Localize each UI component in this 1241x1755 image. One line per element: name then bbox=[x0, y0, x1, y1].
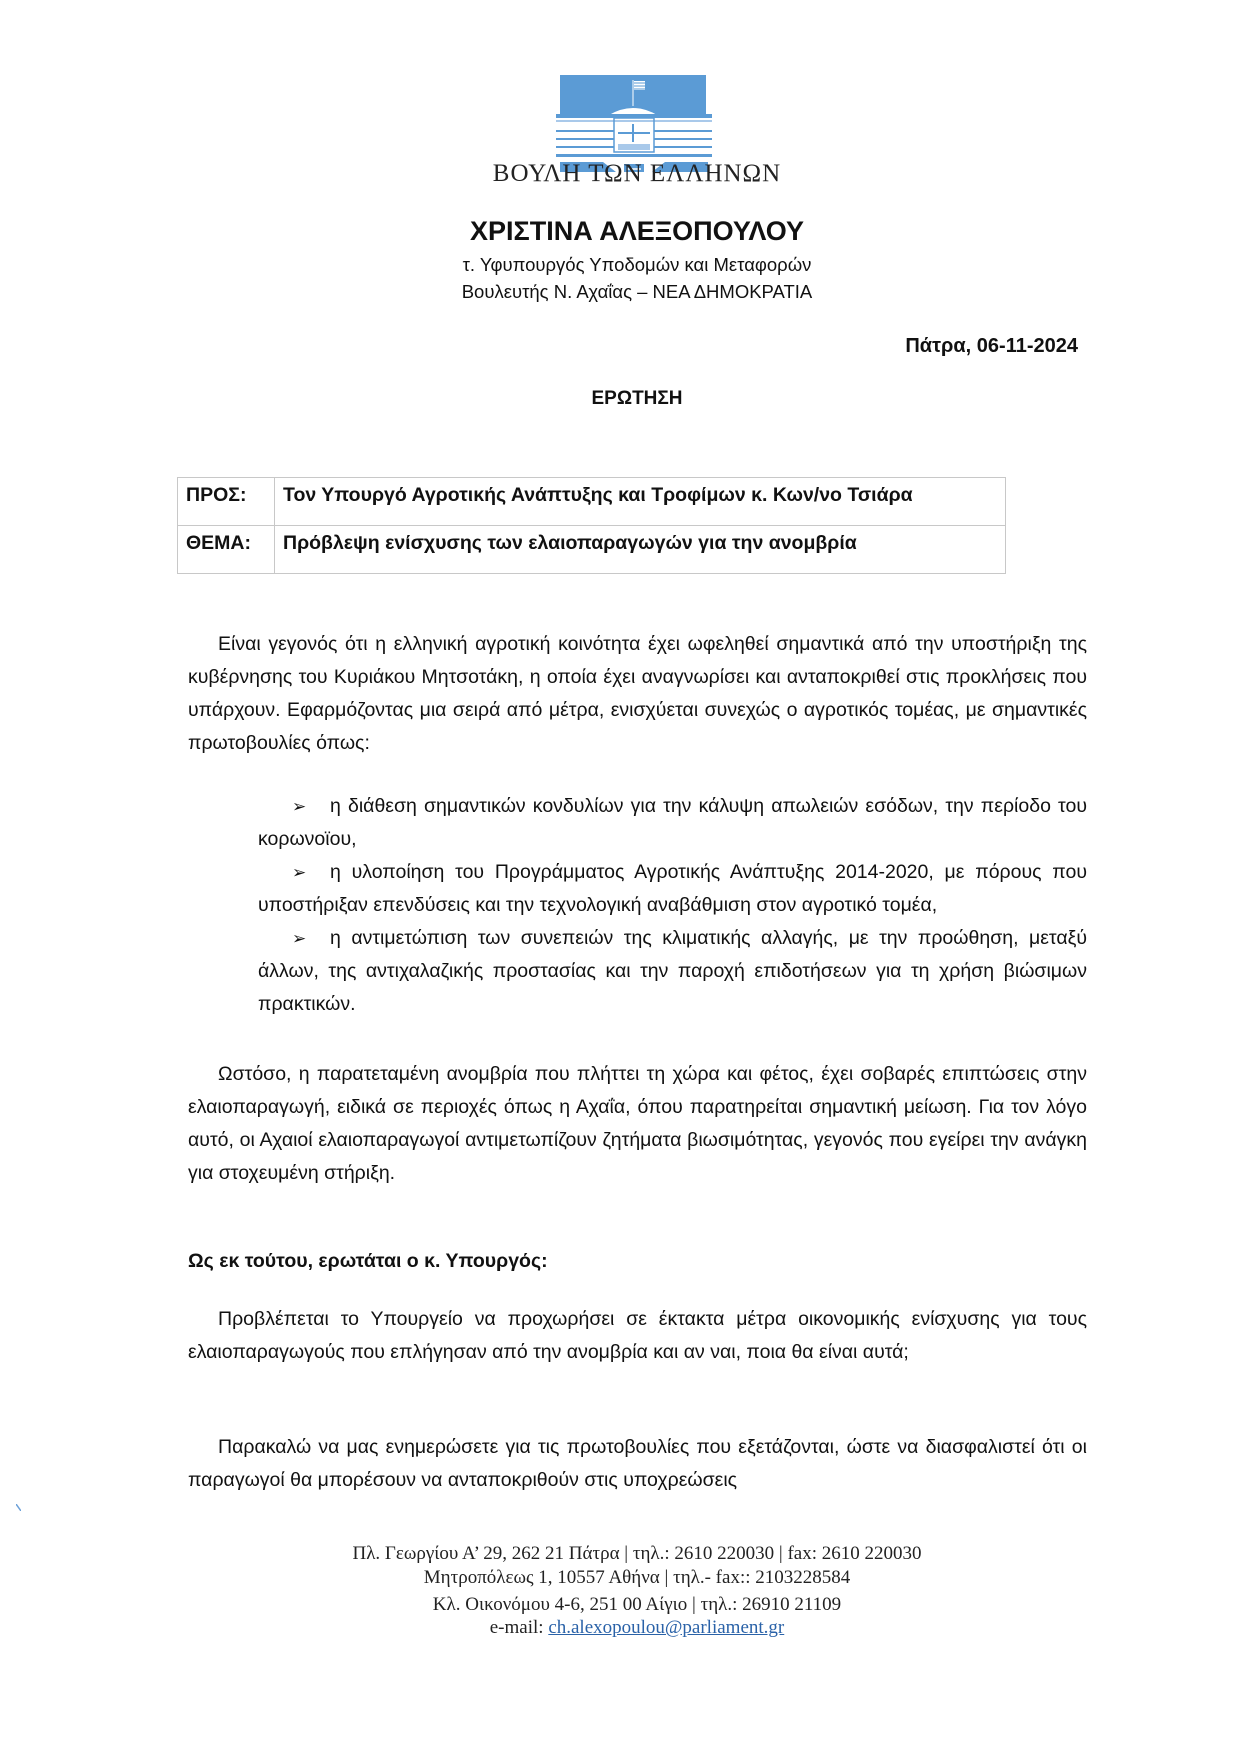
table-row-subject bbox=[178, 526, 1006, 574]
drought-text: Ωστόσο, η παρατεταμένη ανομβρία που πλήττει τη χώρα και φέτος, έχει σοβαρές επιπτώσεις στην ελαιοπαραγωγή, ειδικά σε περιοχές όπως η Αχαΐα, όπου παρατηρείται σημαντική μείωση. Για τον λόγο αυτό, οι Αχαιοί ελαιοπαραγωγοί αντιμετωπίζουν ζητήματα βιωσιμότητας, γεγονός που εγείρει την ανάγκη για στοχευμένη στήριξη. bbox=[188, 1063, 1087, 1184]
recipient-subject-table bbox=[177, 477, 1006, 574]
initiatives-list bbox=[258, 790, 1087, 1021]
arrowhead-bullet-icon: ➢ bbox=[292, 797, 307, 816]
document-date: Πάτρα, 06-11-2024 bbox=[905, 335, 1078, 357]
list-item bbox=[258, 790, 1087, 856]
question-paragraph bbox=[188, 1303, 1087, 1369]
list-item-text: η διάθεση σημαντικών κονδυλίων για την κάλυψη απωλειών εσόδων, την περίοδο του κορωνοϊου, bbox=[258, 795, 1087, 850]
closing-paragraph bbox=[188, 1431, 1087, 1497]
recipient-label: ΠΡΟΣ: bbox=[178, 478, 275, 526]
subject-value: Πρόβλεψη ενίσχυσης των ελαιοπαραγωγών για την ανομβρία bbox=[275, 526, 1006, 574]
mp-name: ΧΡΙΣΤΙΝΑ ΑΛΕΞΟΠΟΥΛΟΥ bbox=[470, 216, 804, 246]
closing-text: Παρακαλώ να μας ενημερώσετε για τις πρωτοβουλίες που εξετάζονται, ώστε να διασφαλιστεί ότι οι παραγωγοί θα μπορέσουν να ανταποκριθούν στις υποχρεώσεις bbox=[188, 1436, 1087, 1491]
arrowhead-bullet-icon: ➢ bbox=[292, 929, 307, 948]
document-type: ΕΡΩΤΗΣΗ bbox=[591, 388, 683, 409]
greek-flag-icon bbox=[634, 81, 645, 90]
table-row-recipient bbox=[178, 478, 1006, 526]
subject-label: ΘΕΜΑ: bbox=[178, 526, 275, 574]
drought-paragraph bbox=[188, 1058, 1087, 1190]
footer-address-athens: Μητροπόλεως 1, 10557 Αθήνα | τηλ.- fax:: 2103228584 bbox=[423, 1567, 851, 1588]
logo-windows bbox=[556, 118, 712, 152]
footer-address-aigio: Κλ. Οικονόμου 4-6, 251 00 Αίγιο | τηλ.: 26910 21109 bbox=[432, 1594, 842, 1615]
footer-email bbox=[200, 1617, 1074, 1639]
recipient-value: Τον Υπουργό Αγροτικής Ανάπτυξης και Τροφίμων κ. Κων/νο Τσιάρα bbox=[275, 478, 1006, 526]
list-item-text: η υλοποίηση του Προγράμματος Αγροτικής Ανάπτυξης 2014-2020, με πόρους που υποστήριξαν επενδύσεις και την τεχνολογική αναβάθμιση στον αγροτικό τομέα, bbox=[258, 861, 1087, 916]
logo-band bbox=[556, 120, 712, 122]
email-link[interactable]: ch.alexopoulou@parliament.gr bbox=[548, 1617, 785, 1638]
email-label: e-mail: bbox=[489, 1617, 549, 1638]
mp-former-role: τ. Υφυπουργός Υποδομών και Μεταφορών bbox=[462, 254, 812, 275]
list-item-text: η αντιμετώπιση των συνεπειών της κλιματικής αλλαγής, με την προώθηση, μεταξύ άλλων, της αντιχαλαζικής προστασίας και την παροχή επιδοτήσεων για τη χρήση βιώσιμων πρακτικών. bbox=[258, 927, 1087, 1015]
footer-address-patras: Πλ. Γεωργίου Α’ 29, 262 21 Πάτρα | τηλ.: 2610 220030 | fax: 2610 220030 bbox=[352, 1543, 922, 1564]
question-text: Προβλέπεται το Υπουργείο να προχωρήσει σε έκτακτα μέτρα οικονομικής ενίσχυσης για τους ελαιοπαραγωγούς που επλήγησαν από την ανομβρία και αν ναι, ποια θα είναι αυτά; bbox=[188, 1308, 1087, 1363]
logo-base bbox=[556, 154, 712, 157]
list-item bbox=[258, 856, 1087, 922]
intro-text: Είναι γεγονός ότι η ελληνική αγροτική κοινότητα έχει ωφεληθεί σημαντικά από την υποστήριξη της κυβέρνησης του Κυριάκου Μητσοτάκη, η οποία έχει αναγνωρίσει και ανταποκριθεί στις προκλήσεις που υπάρχουν. Εφαρμόζοντας μια σειρά από μέτρα, ενισχύεται συνεχώς ο αγροτικός τομέας, με σημαντικές πρωτοβουλίες όπως: bbox=[188, 633, 1087, 754]
logo-caption: ΒΟΥΛΗ ΤΩΝ ΕΛΛΗΝΩΝ bbox=[492, 160, 782, 187]
list-item bbox=[258, 922, 1087, 1021]
mp-constituency: Βουλευτής Ν. Αχαΐας – ΝΕΑ ΔΗΜΟΚΡΑΤΙΑ bbox=[461, 281, 813, 302]
arrowhead-bullet-icon: ➢ bbox=[292, 863, 307, 882]
question-heading: Ως εκ τούτου, ερωτάται ο κ. Υπουργός: bbox=[188, 1250, 548, 1272]
intro-paragraph bbox=[188, 628, 1087, 760]
stray-mark-icon bbox=[16, 1504, 21, 1511]
